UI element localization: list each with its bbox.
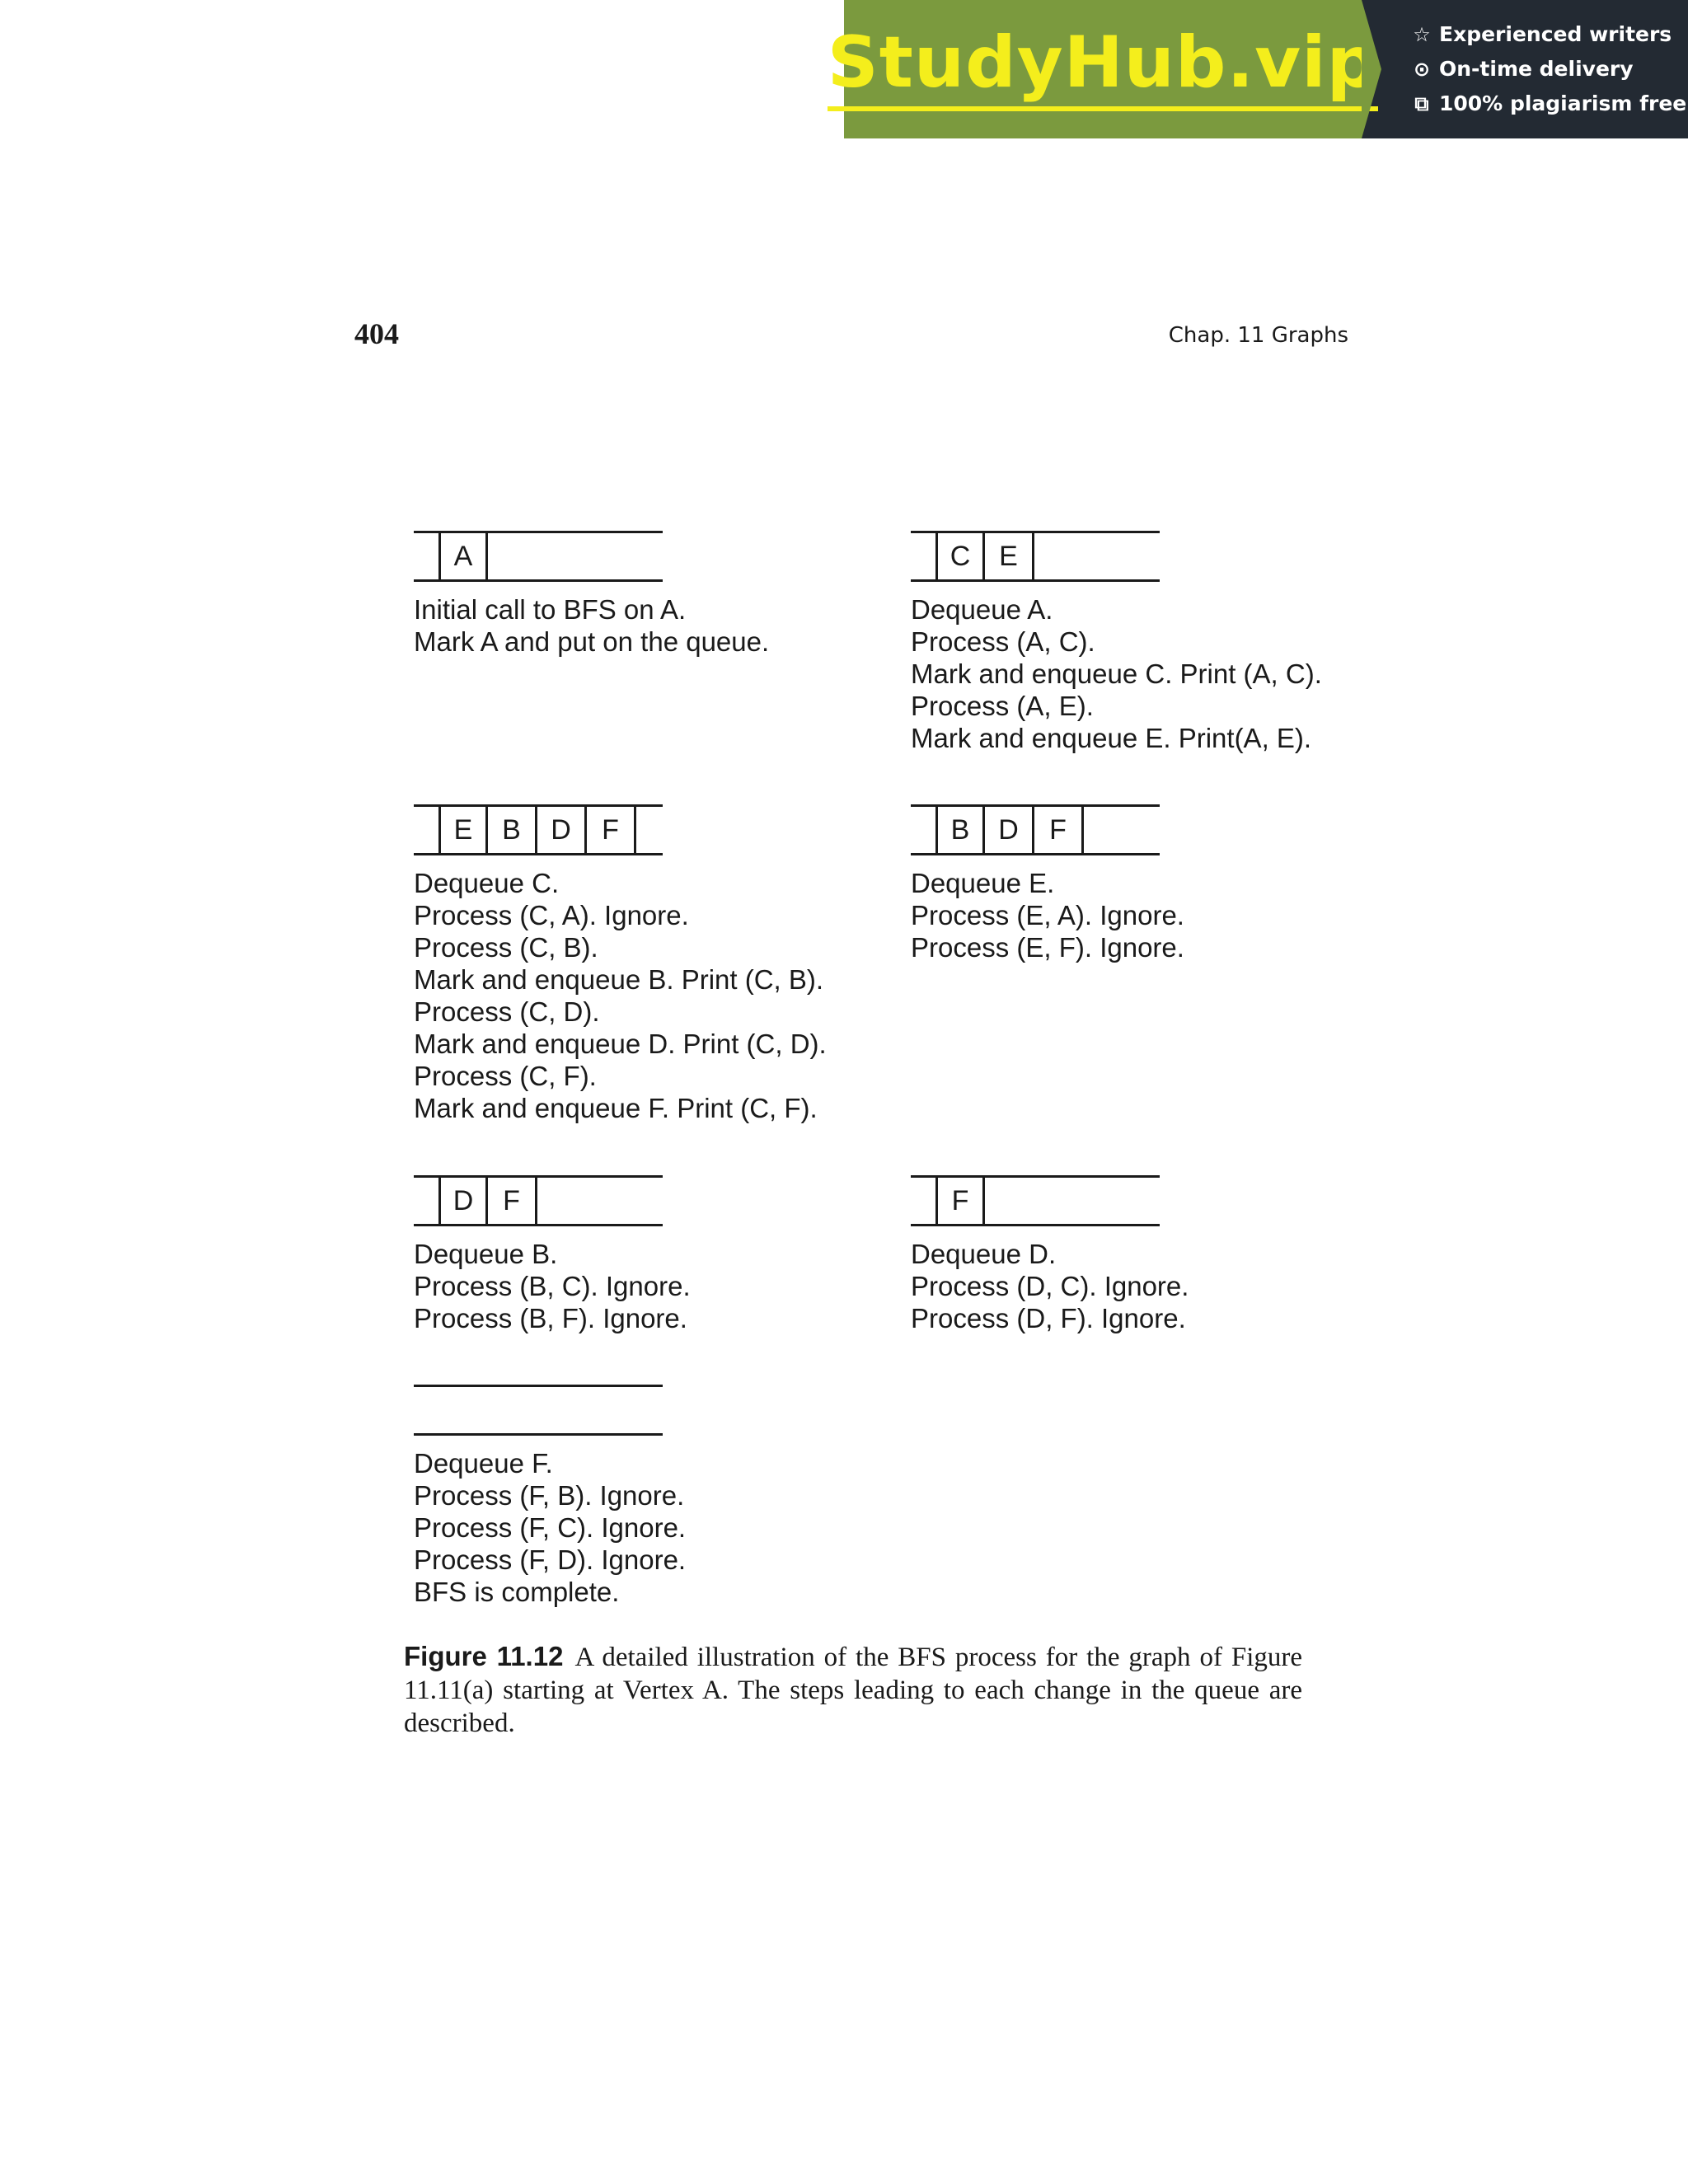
page-number: 404: [354, 317, 399, 350]
step-line: Dequeue D.: [911, 1239, 1057, 1269]
step-line: Mark and enqueue B. Print (C, B).: [414, 964, 824, 995]
queue-diagram: [911, 804, 1160, 855]
running-head: Chap. 11 Graphs: [1168, 323, 1348, 348]
feature-item: [1411, 89, 1688, 119]
bfs-step: [414, 1385, 875, 1608]
queue-cell: B: [935, 807, 985, 853]
queue-diagram: [414, 1175, 663, 1226]
step-line: Process (E, A). Ignore.: [911, 900, 1184, 930]
feature-item: [1411, 20, 1688, 49]
clock-icon: ⊙: [1413, 58, 1431, 81]
step-line: Process (D, C). Ignore.: [911, 1271, 1189, 1301]
bfs-step: [911, 804, 1372, 963]
queue-cell: F: [1034, 807, 1084, 853]
bfs-step: [414, 531, 875, 658]
step-description: [911, 867, 1372, 963]
step-line: Process (C, B).: [414, 932, 598, 963]
step-line: Process (B, F). Ignore.: [414, 1303, 687, 1333]
feature-item: [1411, 54, 1688, 84]
bfs-step: [414, 1175, 875, 1334]
step-line: Dequeue B.: [414, 1239, 558, 1269]
queue-diagram: [414, 531, 663, 582]
step-line: Dequeue C.: [414, 868, 560, 898]
step-line: Mark A and put on the queue.: [414, 626, 770, 657]
queue-cell: F: [587, 807, 636, 853]
step-line: Process (E, F). Ignore.: [911, 932, 1184, 963]
step-line: Initial call to BFS on A.: [414, 594, 687, 625]
queue-cell: B: [488, 807, 537, 853]
step-line: Process (F, D). Ignore.: [414, 1544, 687, 1575]
step-description: [911, 593, 1372, 754]
queue-diagram: [414, 804, 663, 855]
queue-cell: D: [438, 1178, 488, 1224]
feature-label: 100% plagiarism free: [1439, 91, 1687, 115]
step-line: Dequeue F.: [414, 1448, 553, 1479]
queue-cell: E: [438, 807, 488, 853]
queue-cell: F: [488, 1178, 537, 1224]
star-icon: ☆: [1413, 23, 1431, 46]
step-line: Process (F, B). Ignore.: [414, 1480, 685, 1511]
step-line: Dequeue E.: [911, 868, 1055, 898]
bfs-step: [414, 804, 875, 1124]
step-description: [414, 867, 875, 1124]
step-line: Process (C, D).: [414, 996, 600, 1027]
bfs-step: [911, 531, 1372, 754]
queue-diagram: [911, 531, 1160, 582]
queue-cell: F: [935, 1178, 985, 1224]
step-line: Mark and enqueue C. Print (A, C).: [911, 658, 1322, 689]
queue-cell: A: [438, 533, 488, 579]
step-description: [414, 1447, 875, 1608]
step-line: BFS is complete.: [414, 1577, 620, 1607]
step-line: Process (C, F).: [414, 1061, 597, 1091]
step-line: Process (B, C). Ignore.: [414, 1271, 691, 1301]
figure-label: Figure 11.12: [404, 1641, 564, 1671]
step-line: Process (F, C). Ignore.: [414, 1512, 687, 1543]
feature-list: [1362, 0, 1688, 138]
step-line: Mark and enqueue F. Print (C, F).: [414, 1093, 818, 1123]
step-line: Process (A, E).: [911, 691, 1094, 721]
figure-caption: [404, 1640, 1302, 1740]
bfs-step: [911, 1175, 1372, 1334]
step-line: Mark and enqueue D. Print (C, D).: [414, 1029, 827, 1059]
ad-banner[interactable]: [827, 0, 1688, 138]
queue-cell: D: [985, 807, 1034, 853]
step-line: Process (A, C).: [911, 626, 1095, 657]
brand-logo[interactable]: StudyHub.vip: [828, 27, 1378, 111]
feature-label: Experienced writers: [1439, 22, 1672, 46]
step-description: [414, 593, 875, 658]
step-line: Process (D, F). Ignore.: [911, 1303, 1186, 1333]
queue-diagram: [414, 1385, 663, 1436]
step-line: Dequeue A.: [911, 594, 1053, 625]
caption-text: A detailed illustration of the BFS process for the graph of Figure 11.11(a) starting at Vertex A. The steps leading to each change in the queue are described.: [404, 1643, 1303, 1738]
queue-cell: D: [537, 807, 587, 853]
step-description: [911, 1238, 1372, 1334]
step-line: Process (C, A). Ignore.: [414, 900, 689, 930]
queue-cell: E: [985, 533, 1034, 579]
feature-label: On-time delivery: [1439, 57, 1634, 81]
banner-notch: [1362, 0, 1381, 138]
queue-cell: C: [935, 533, 985, 579]
brand-panel[interactable]: [827, 0, 1379, 138]
copy-icon: ⧉: [1414, 92, 1429, 115]
step-description: [414, 1238, 875, 1334]
queue-diagram: [911, 1175, 1160, 1226]
step-line: Mark and enqueue E. Print(A, E).: [911, 723, 1312, 753]
